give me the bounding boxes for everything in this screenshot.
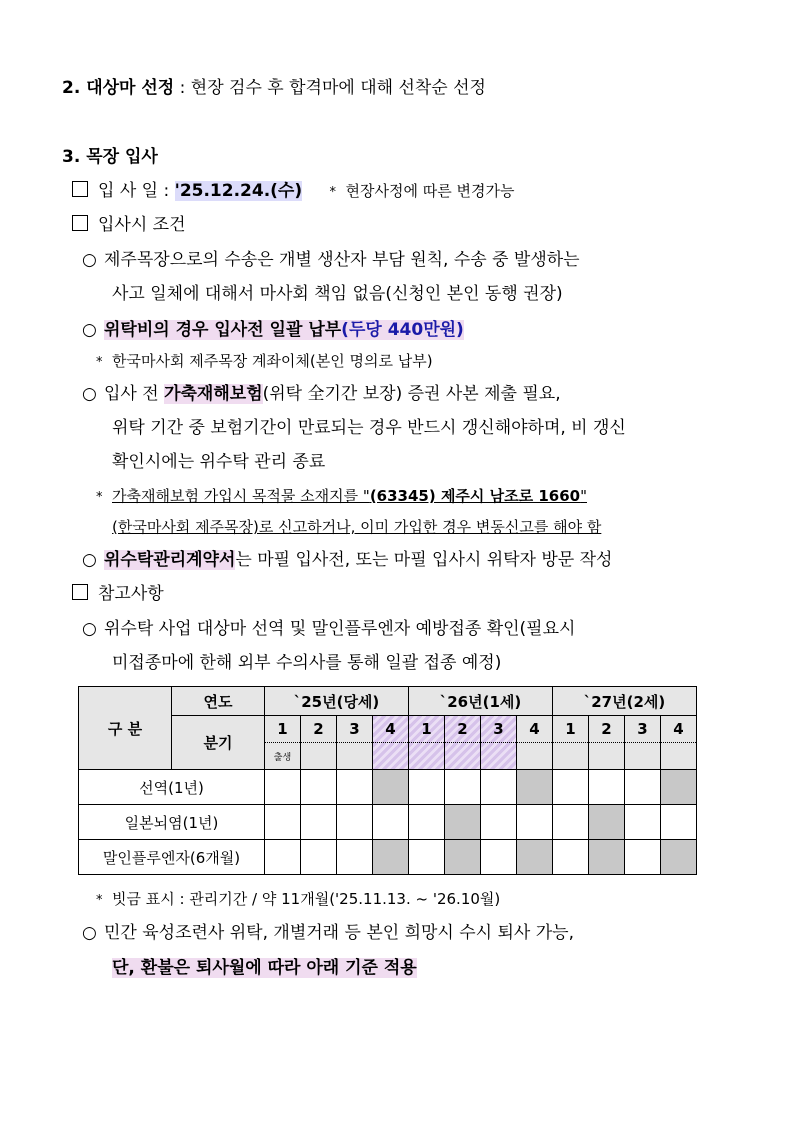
reference-1-text-2: 미접종마에 한해 외부 수의사를 통해 일괄 접종 예정) xyxy=(112,653,502,673)
table-corner: 구 분 xyxy=(79,687,172,770)
vaccination-cell xyxy=(589,840,625,875)
bullet-circle-icon: ○ xyxy=(82,384,97,404)
section-2-colon: : xyxy=(174,78,191,98)
move-in-date-line xyxy=(72,179,514,205)
empty-cell xyxy=(517,743,553,770)
exit-text: 민간 육성조련사 위탁, 개별거래 등 본인 희망시 수시 퇴사 가능, xyxy=(104,923,574,943)
condition-4-text: 는 마필 입사전, 또는 마필 입사시 위탁자 방문 작성 xyxy=(235,550,613,570)
condition-2-note-line xyxy=(96,349,433,375)
quarter-cell: 2 xyxy=(301,716,337,743)
bullet-circle-icon: ○ xyxy=(82,619,97,639)
checkbox-square-icon xyxy=(72,584,88,600)
quarter-cell: 1 xyxy=(409,716,445,743)
vaccination-cell xyxy=(661,840,697,875)
managed-period-cell xyxy=(445,743,481,770)
vaccination-cell xyxy=(373,840,409,875)
vaccination-cell xyxy=(445,840,481,875)
condition-2-text: 위탁비의 경우 입사전 일괄 납부 xyxy=(104,320,342,340)
vaccination-cell xyxy=(445,805,481,840)
birth-marker: 출생 xyxy=(265,743,301,770)
table-row xyxy=(79,770,697,805)
vaccination-cell xyxy=(517,840,553,875)
reference-1-text-1: 위수탁 사업 대상마 선역 및 말인플루엔자 예방접종 확인(필요시 xyxy=(104,619,576,639)
note-star-icon: * xyxy=(96,490,103,505)
bullet-circle-icon: ○ xyxy=(82,250,97,270)
empty-cell xyxy=(553,743,589,770)
year-2027: `27년(2세) xyxy=(553,687,697,716)
move-in-date-note: 현장사정에 따른 변경가능 xyxy=(345,182,515,200)
table-row xyxy=(79,840,697,875)
condition-1-text-2: 사고 일체에 대해서 마사회 책임 없음(신청인 본인 동행 권장) xyxy=(112,284,563,304)
quarter-cell: 3 xyxy=(481,716,517,743)
move-in-date-value: '25.12.24.(수) xyxy=(174,181,303,201)
condition-4-contract: 위수탁관리계약서 xyxy=(104,550,236,570)
refund-line xyxy=(112,956,417,980)
quarter-cell: 1 xyxy=(553,716,589,743)
condition-3-note-line xyxy=(96,484,587,510)
note-star-icon: * xyxy=(329,185,337,200)
row-label: 선역(1년) xyxy=(79,770,265,805)
vaccination-cell xyxy=(517,770,553,805)
quarter-cell: 4 xyxy=(661,716,697,743)
section-2-text: 현장 검수 후 합격마에 대해 선착순 선정 xyxy=(190,78,486,98)
conditions-line xyxy=(72,213,186,237)
refund-text: 단, 환불은 퇴사월에 따라 아래 기준 적용 xyxy=(112,958,417,978)
empty-cell xyxy=(661,743,697,770)
conditions-label: 입사시 조건 xyxy=(98,215,186,235)
condition-3-note-c: " xyxy=(580,487,587,505)
condition-2-fee: (두당 440만원) xyxy=(341,320,464,340)
empty-cell xyxy=(589,743,625,770)
vaccination-cell xyxy=(373,770,409,805)
quarter-cell: 3 xyxy=(625,716,661,743)
empty-cell xyxy=(337,743,373,770)
exit-line xyxy=(82,921,574,945)
condition-1-text-1: 제주목장으로의 수송은 개별 생산자 부담 원칙, 수송 중 발생하는 xyxy=(104,250,580,270)
section-2-heading: 2. 대상마 선정 xyxy=(62,78,175,98)
condition-3-address: (63345) 제주시 남조로 1660 xyxy=(369,487,581,505)
checkbox-square-icon xyxy=(72,215,88,231)
condition-3-line1 xyxy=(82,382,561,406)
quarter-cell: 4 xyxy=(517,716,553,743)
quarter-cell: 3 xyxy=(337,716,373,743)
condition-3-text-3: 확인시에는 위수탁 관리 종료 xyxy=(112,452,326,472)
quarter-cell: 1 xyxy=(265,716,301,743)
year-2025: `25년(당세) xyxy=(265,687,409,716)
section-2-line xyxy=(62,76,486,100)
reference-line xyxy=(72,582,164,606)
section-3-heading: 3. 목장 입사 xyxy=(62,147,158,167)
quarter-label: 분기 xyxy=(172,716,265,770)
empty-cell xyxy=(625,743,661,770)
condition-3-text-2: 위탁 기간 중 보험기간이 만료되는 경우 반드시 갱신해야하며, 비 갱신 xyxy=(112,418,626,438)
managed-period-cell xyxy=(373,743,409,770)
condition-4-line xyxy=(82,548,612,572)
condition-3-text-c: (위탁 全기간 보장) 증권 사본 제출 필요, xyxy=(262,384,561,404)
condition-1-line1 xyxy=(82,248,580,272)
checkbox-square-icon xyxy=(72,181,88,197)
bullet-circle-icon: ○ xyxy=(82,923,97,943)
year-label: 연도 xyxy=(172,687,265,716)
condition-3-note-2: (한국마사회 제주목장)로 신고하거나, 이미 가입한 경우 변동신고를 해야 함 xyxy=(112,518,602,536)
legend-line xyxy=(96,887,500,913)
reference-1-line1 xyxy=(82,617,575,641)
quarter-cell: 2 xyxy=(589,716,625,743)
note-star-icon: * xyxy=(96,893,103,908)
move-in-date-label: 입 사 일 : xyxy=(98,181,175,201)
row-label: 말인플루엔자(6개월) xyxy=(79,840,265,875)
condition-3-note-a: 가축재해보험 가입시 목적물 소재지를 " xyxy=(112,487,370,505)
vaccination-schedule-table xyxy=(78,686,697,875)
vaccination-cell xyxy=(661,770,697,805)
note-star-icon: * xyxy=(96,355,103,370)
reference-label: 참고사항 xyxy=(98,584,164,604)
table-row xyxy=(79,805,697,840)
condition-3-insurance: 가축재해보험 xyxy=(164,384,263,404)
condition-2-line xyxy=(82,318,464,342)
condition-3-text-a: 입사 전 xyxy=(104,384,165,404)
bullet-circle-icon: ○ xyxy=(82,550,97,570)
empty-cell xyxy=(301,743,337,770)
quarter-cell: 2 xyxy=(445,716,481,743)
row-label: 일본뇌염(1년) xyxy=(79,805,265,840)
quarter-cell: 4 xyxy=(373,716,409,743)
vaccination-cell xyxy=(589,805,625,840)
legend-text: 빗금 표시 : 관리기간 / 약 11개월('25.11.13. ~ '26.10월) xyxy=(112,890,501,908)
managed-period-cell xyxy=(409,743,445,770)
managed-period-cell xyxy=(481,743,517,770)
condition-2-note: 한국마사회 제주목장 계좌이체(본인 명의로 납부) xyxy=(112,352,433,370)
year-2026: `26년(1세) xyxy=(409,687,553,716)
bullet-circle-icon: ○ xyxy=(82,320,97,340)
